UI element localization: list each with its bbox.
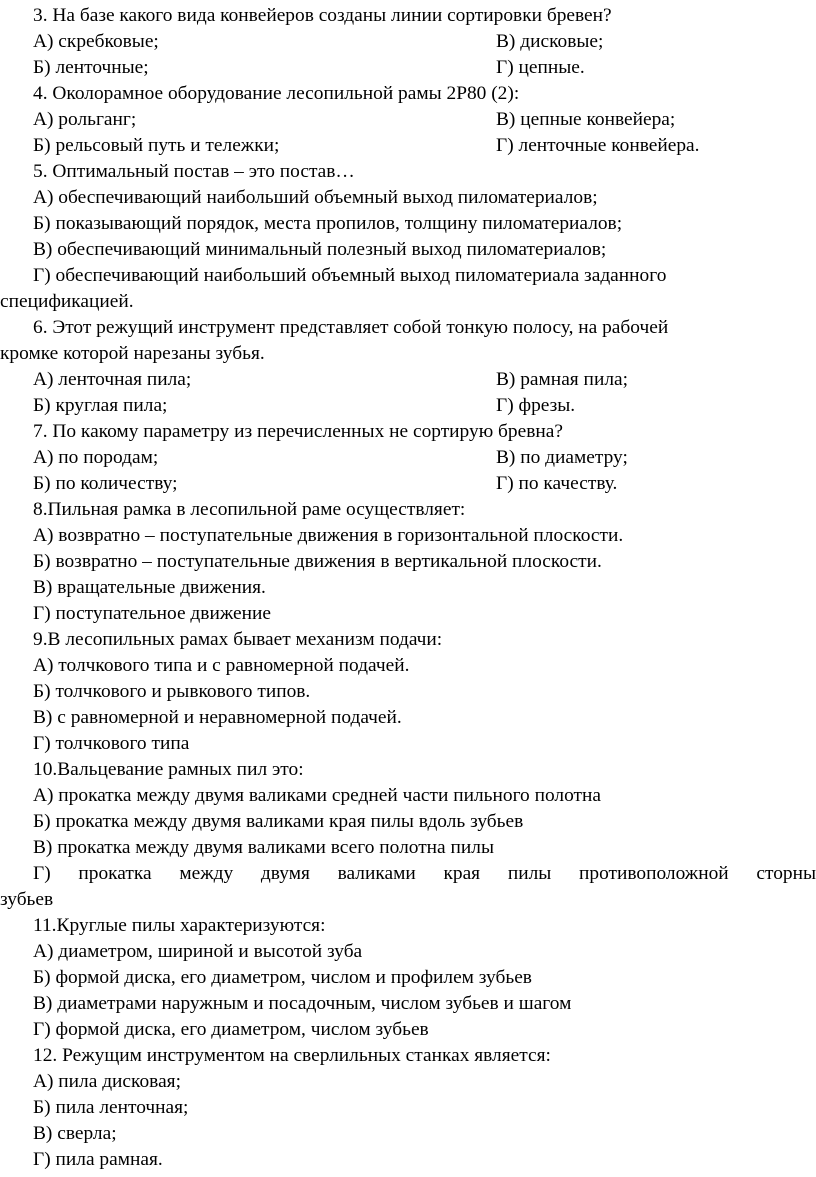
option-a: А) ленточная пила; [33,369,192,390]
option-g-continuation: спецификацией. [0,291,134,312]
options-row [0,133,816,159]
question-12: 12. Режущим инструментом на сверлильных станках является: [33,1045,551,1066]
options-row [0,367,816,393]
option-v: В) вращательные движения. [33,577,266,598]
question-10: 10.Вальцевание рамных пил это: [33,759,304,780]
justified-word: валиками [337,863,416,884]
option-b: Б) по количеству; [33,473,178,494]
question-5: 5. Оптимальный постав – это постав… [33,161,355,182]
options-row [0,471,816,497]
option-v: В) по диаметру; [496,447,628,468]
option-b: Б) рельсовый путь и тележки; [33,135,280,156]
option-v: В) сверла; [33,1123,117,1144]
option-g: Г) формой диска, его диаметром, числом зубьев [33,1019,429,1040]
option-g: Г) ленточные конвейера. [496,135,700,156]
justified-word: пилы [507,863,552,884]
option-b: Б) показывающий порядок, места пропилов, толщину пиломатериалов; [33,213,623,234]
justified-word: прокатка [78,863,152,884]
question-8: 8.Пильная рамка в лесопильной раме осуществляет: [33,499,466,520]
option-a: А) возвратно – поступательные движения в горизонтальной плоскости. [33,525,624,546]
option-g: Г) поступательное движение [33,603,271,624]
option-v: В) рамная пила; [496,369,628,390]
option-a: А) скребковые; [33,31,159,52]
option-g: Г) обеспечивающий наибольший объемный выход пиломатериала заданного [33,265,667,286]
justified-word: двумя [260,863,310,884]
option-b: Б) толчкового и рывкового типов. [33,681,311,702]
option-v: В) дисковые; [496,31,604,52]
justified-word: сторны [756,863,816,884]
justified-word: между [179,863,234,884]
option-g: Г) пила рамная. [33,1149,163,1170]
question-11: 11.Круглые пилы характеризуются: [33,915,326,936]
option-b: Б) ленточные; [33,57,149,78]
question-9: 9.В лесопильных рамах бывает механизм подачи: [33,629,443,650]
option-v: В) диаметрами наружным и посадочным, числом зубьев и шагом [33,993,572,1014]
question-6: 6. Этот режущий инструмент представляет собой тонкую полосу, на рабочей [33,317,669,338]
option-b: Б) формой диска, его диаметром, числом и профилем зубьев [33,967,532,988]
options-row [0,107,816,133]
question-6-continuation: кромке которой нарезаны зубья. [0,343,265,364]
option-v: В) прокатка между двумя валиками всего полотна пилы [33,837,494,858]
option-v: В) цепные конвейера; [496,109,676,130]
option-b: Б) пила ленточная; [33,1097,189,1118]
question-3: 3. На базе какого вида конвейеров созданы линии сортировки бревен? [33,5,612,26]
option-a: А) диаметром, шириной и высотой зуба [33,941,363,962]
option-b: Б) прокатка между двумя валиками края пилы вдоль зубьев [33,811,524,832]
question-7: 7. По какому параметру из перечисленных не сортирую бревна? [33,421,563,442]
option-a: А) рольганг; [33,109,137,130]
options-row [0,29,816,55]
option-b: Б) возвратно – поступательные движения в вертикальной плоскости. [33,551,602,572]
option-g: Г) по качеству. [496,473,618,494]
option-g: Г) цепные. [496,57,585,78]
option-g-continuation: зубьев [0,889,54,910]
option-a: А) пила дисковая; [33,1071,181,1092]
options-row [0,393,816,419]
option-g: Г) фрезы. [496,395,576,416]
option-v: В) с равномерной и неравномерной подачей. [33,707,402,728]
option-a: А) обеспечивающий наибольший объемный выход пиломатериалов; [33,187,598,208]
option-g-justified [33,861,816,887]
option-b: Б) круглая пила; [33,395,168,416]
option-a: А) прокатка между двумя валиками средней части пильного полотна [33,785,601,806]
justified-word: противоположной [579,863,729,884]
question-4: 4. Околорамное оборудование лесопильной рамы 2Р80 (2): [33,83,520,104]
option-g: Г) толчкового типа [33,733,190,754]
option-a: А) толчкового типа и с равномерной подачей. [33,655,410,676]
justified-word: края [443,863,481,884]
justified-word: Г) [33,863,51,884]
option-a: А) по породам; [33,447,159,468]
options-row [0,55,816,81]
option-v: В) обеспечивающий минимальный полезный выход пиломатериалов; [33,239,607,260]
options-row [0,445,816,471]
